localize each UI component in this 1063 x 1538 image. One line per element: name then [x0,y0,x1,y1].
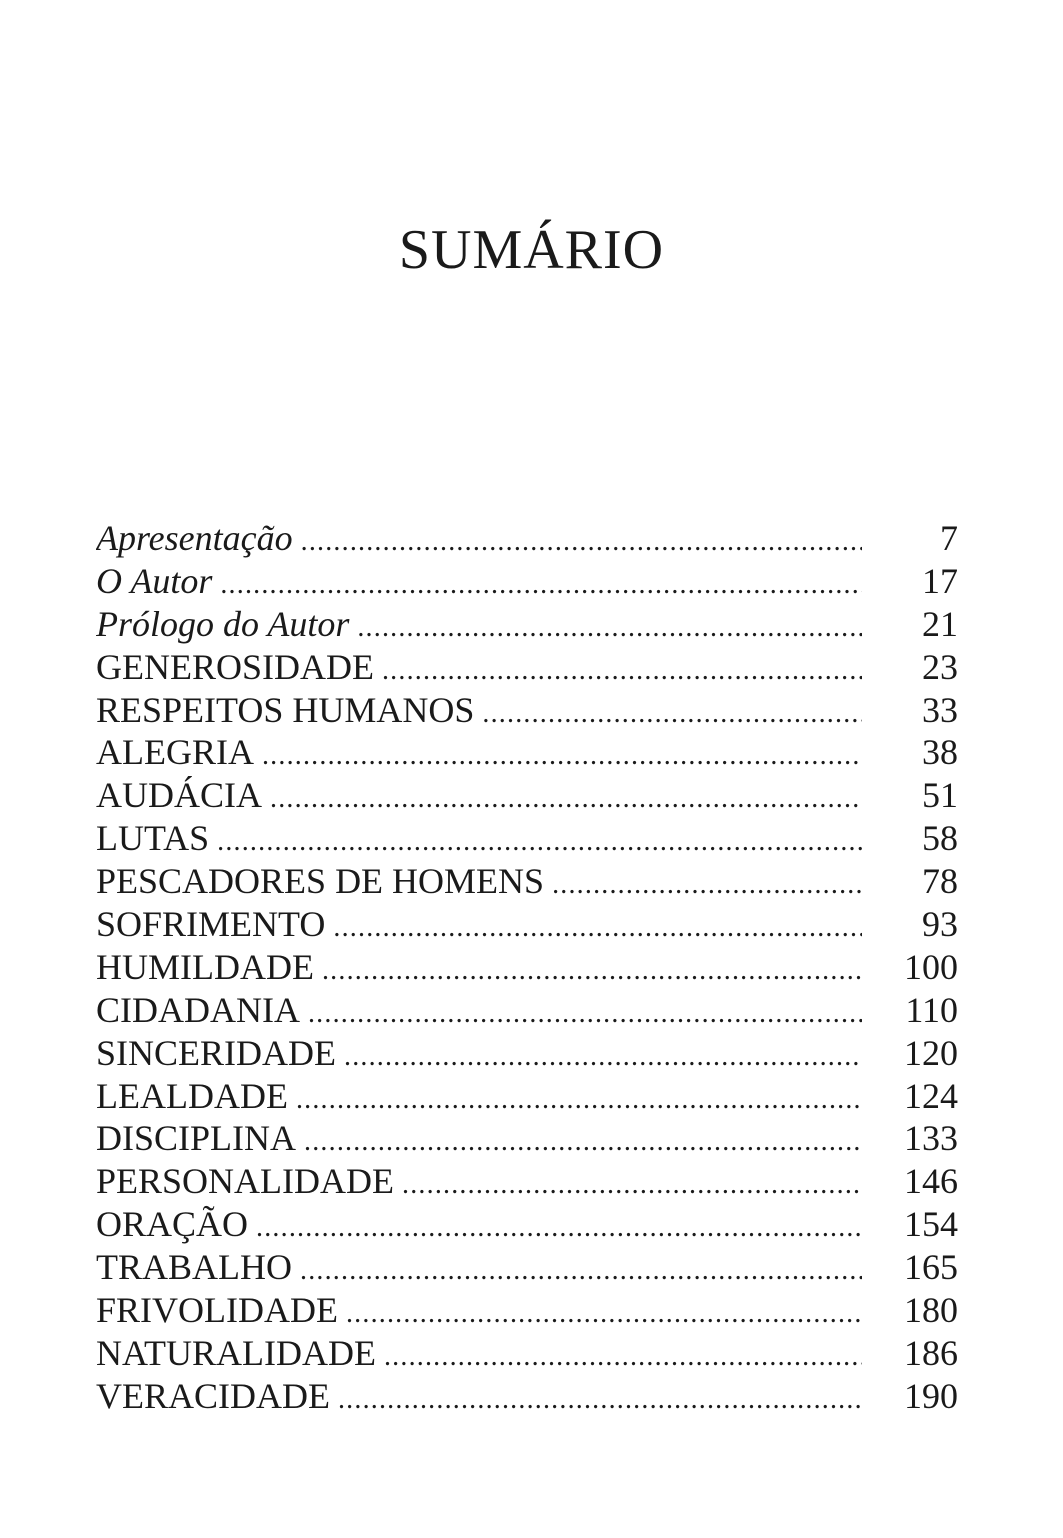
toc-entry-title-with-leader [96,989,862,1036]
dot-leader [270,778,862,821]
toc-entry-title-with-leader [96,1289,862,1336]
toc-entry-label: Apresentação [96,518,293,558]
toc-entry-page-number: 124 [904,1075,958,1116]
toc-entry-page-number: 51 [922,775,958,816]
toc-entry-page-number: 165 [904,1247,958,1288]
toc-entry-title-with-leader [96,903,862,950]
toc-entry [96,989,958,1032]
toc-entry-title-with-leader [96,1160,862,1207]
toc-entry [96,603,958,646]
toc-entry-page-number: 133 [904,1118,958,1159]
toc-entry-page-number: 100 [904,946,958,987]
toc-entry [96,774,958,817]
toc-entry-page-number: 146 [904,1161,958,1202]
dot-leader [296,1079,862,1122]
toc-entry-label: TRABALHO [96,1247,292,1288]
toc-entry-page-number: 186 [904,1332,958,1373]
toc-entry-title-with-leader [96,560,862,607]
dot-leader [333,907,862,950]
toc-entry-page-number: 58 [922,818,958,859]
toc-entry-label: HUMILDADE [96,946,314,987]
toc-entry-title-with-leader [96,1117,862,1164]
toc-entry [96,689,958,732]
dot-leader [301,521,862,564]
toc-entry-label: AUDÁCIA [96,775,262,816]
toc-entry-label: FRIVOLIDADE [96,1290,338,1331]
toc-entry [96,1032,958,1075]
toc-entry-label: Prólogo do Autor [96,603,350,644]
toc-entry-title-with-leader [96,946,862,993]
toc-entry-page-number: 120 [904,1032,958,1073]
toc-entry-title-with-leader [96,1032,862,1079]
dot-leader [308,993,862,1036]
dot-leader [217,821,862,864]
table-of-contents [96,517,958,1418]
toc-entry-page-number: 154 [904,1204,958,1245]
dot-leader [402,1164,862,1207]
dot-leader [262,735,862,778]
dot-leader [256,1207,862,1250]
toc-entry-title-with-leader [96,1375,862,1422]
dot-leader [322,950,862,993]
toc-entry [96,903,958,946]
toc-entry-label: PERSONALIDADE [96,1161,395,1202]
toc-entry [96,731,958,774]
toc-entry-label: VERACIDADE [96,1375,330,1416]
toc-entry-label: ORAÇÃO [96,1204,249,1245]
toc-entry-page-number: 17 [922,560,958,601]
toc-entry-page-number: 23 [922,646,958,687]
toc-entry-label: O Autor [96,560,213,601]
toc-entry [96,1246,958,1289]
toc-entry-label: SOFRIMENTO [96,904,326,945]
toc-entry-title-with-leader [96,517,862,564]
toc-entry-page-number: 7 [940,518,958,558]
toc-entry-label: LUTAS [96,818,210,859]
toc-entry-page-number: 110 [905,989,958,1030]
toc-entry-label: SINCERIDADE [96,1032,336,1073]
toc-entry-page-number: 33 [922,689,958,730]
toc-entry [96,560,958,603]
dot-leader [338,1379,862,1422]
dot-leader [357,607,862,650]
toc-entry-page-number: 180 [904,1290,958,1331]
toc-entry-label: GENEROSIDADE [96,646,374,687]
toc-entry-page-number: 21 [922,603,958,644]
dot-leader [382,650,862,693]
toc-entry [96,1160,958,1203]
toc-entry-title-with-leader [96,1203,862,1250]
toc-entry-title-with-leader [96,860,862,907]
toc-entry-label: CIDADANIA [96,989,300,1030]
dot-leader [384,1336,862,1379]
toc-entry [96,517,958,560]
dot-leader [304,1121,862,1164]
toc-entry-title-with-leader [96,774,862,821]
toc-entry-page-number: 93 [922,904,958,945]
toc-entry-title-with-leader [96,646,862,693]
toc-entry-title-with-leader [96,689,862,736]
toc-entry-title-with-leader [96,817,862,864]
toc-entry-label: LEALDADE [96,1075,288,1116]
dot-leader [344,1036,862,1079]
toc-entry-label: DISCIPLINA [96,1118,297,1159]
toc-entry-title-with-leader [96,1332,862,1379]
dot-leader [220,564,862,607]
toc-entry [96,1117,958,1160]
toc-entry [96,646,958,689]
page-title: SUMÁRIO [398,219,665,281]
toc-entry [96,1075,958,1118]
dot-leader [552,864,862,907]
toc-entry-title-with-leader [96,603,862,650]
dot-leader [482,693,862,736]
toc-entry-page-number: 78 [922,861,958,902]
toc-entry [96,1332,958,1375]
toc-entry [96,1289,958,1332]
toc-entry-label: NATURALIDADE [96,1332,376,1373]
toc-entry [96,946,958,989]
dot-leader [346,1293,862,1336]
toc-entry-page-number: 190 [904,1375,958,1416]
toc-entry-title-with-leader [96,731,862,778]
toc-entry [96,1375,958,1418]
toc-entry [96,860,958,903]
toc-entry [96,1203,958,1246]
toc-entry-label: RESPEITOS HUMANOS [96,689,475,730]
toc-entry-title-with-leader [96,1246,862,1293]
toc-entry-label: PESCADORES DE HOMENS [96,861,545,902]
toc-entry-title-with-leader [96,1075,862,1122]
toc-entry-page-number: 38 [922,732,958,773]
toc-entry [96,817,958,860]
toc-entry-label: ALEGRIA [96,732,254,773]
dot-leader [300,1250,862,1293]
